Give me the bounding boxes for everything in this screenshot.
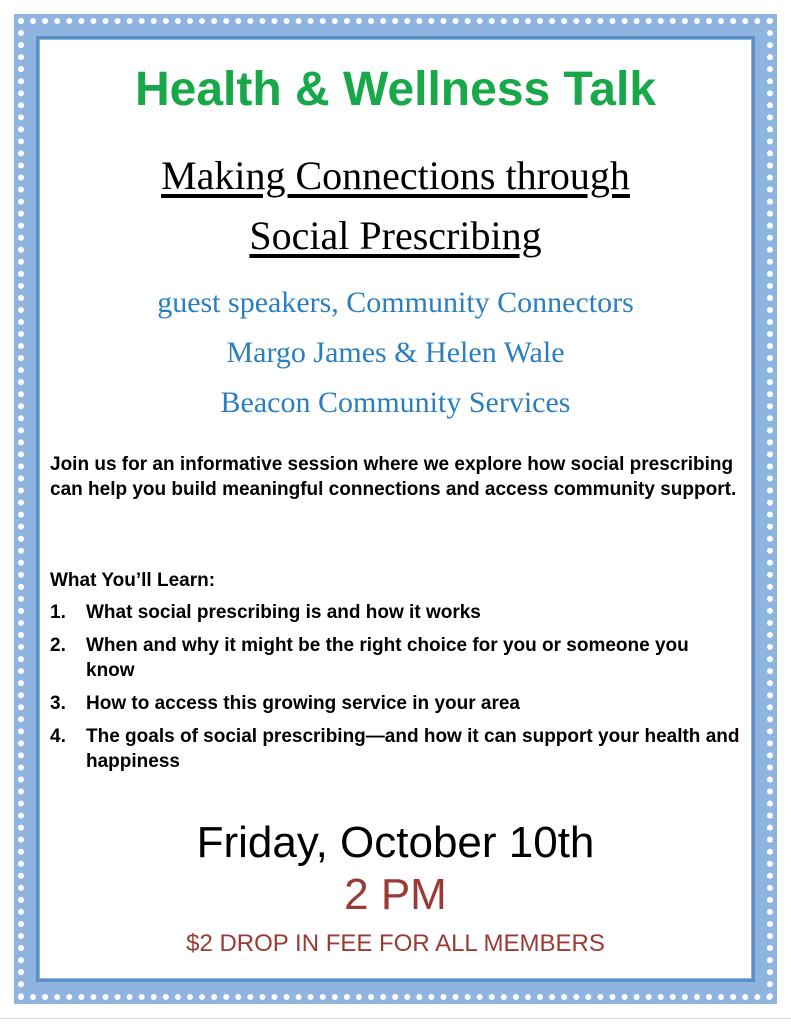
list-text: When and why it might be the right choice for you or someone you know [86, 635, 689, 681]
subtitle-line-2: Social Prescribing [249, 213, 542, 258]
list-text: What social prescribing is and how it works [86, 602, 481, 623]
list-item [50, 691, 740, 716]
list-number: 1. [50, 602, 66, 623]
list-number: 3. [50, 693, 66, 714]
list-item [50, 600, 740, 625]
list-number: 2. [50, 635, 66, 656]
list-number: 4. [50, 726, 66, 747]
event-time: 2 PM [344, 870, 447, 919]
speakers-line-2: Margo James & Helen Wale [226, 336, 565, 369]
speakers-line-1: guest speakers, Community Connectors [157, 286, 634, 319]
list-item [50, 633, 740, 683]
list-text: The goals of social prescribing—and how it can support your health and happiness [86, 726, 740, 772]
page-divider [0, 1018, 791, 1019]
learn-list [50, 600, 740, 782]
list-item [50, 724, 740, 774]
subtitle-line-1: Making Connections through [161, 153, 630, 198]
event-date: Friday, October 10th [196, 818, 595, 867]
learn-heading: What You’ll Learn: [50, 570, 216, 591]
speakers-line-3: Beacon Community Services [220, 386, 571, 419]
flyer-title: Health & Wellness Talk [134, 63, 657, 116]
intro-paragraph: Join us for an informative session where we explore how social prescribing can help you build meaningful connections and access community support. [50, 454, 737, 500]
list-text: How to access this growing service in your area [86, 693, 520, 714]
event-fee: $2 DROP IN FEE FOR ALL MEMBERS [186, 930, 605, 957]
